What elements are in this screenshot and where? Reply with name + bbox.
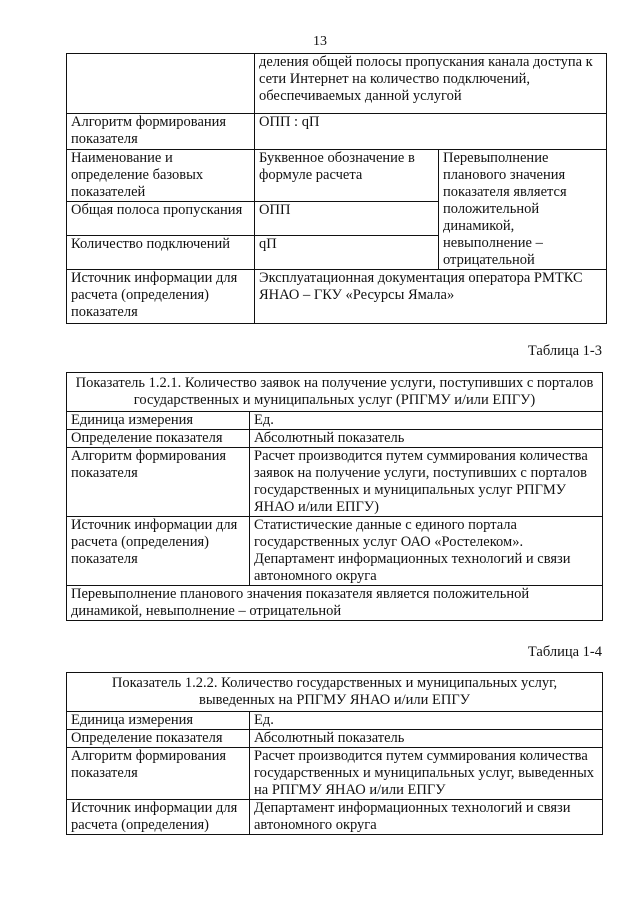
table-row (67, 517, 603, 586)
row-label: Общая полоса пропускания (67, 202, 255, 236)
row-value: Абсолютный показатель (250, 430, 603, 448)
row-label: Источник информации для расчета (определения) показателя (67, 270, 255, 324)
row-label: Источник информации для расчета (определения) (67, 800, 250, 835)
row-value: ОПП : qП (255, 114, 607, 150)
indicator-table-1-4 (66, 672, 603, 835)
indicator-footer: Перевыполнение планового значения показателя является положительной динамикой, невыполнение – отрицательной (67, 586, 603, 621)
empty-cell (67, 54, 255, 114)
row-value: Буквенное обозначение в формуле расчета (255, 150, 439, 202)
table-row (67, 54, 607, 114)
table-caption: Таблица 1-3 (527, 343, 602, 359)
row-value: Департамент информационных технологий и связи автономного округа (250, 800, 603, 835)
row-label: Наименование и определение базовых показателей (67, 150, 255, 202)
table-header-row (67, 373, 603, 412)
row-label: Источник информации для расчета (определения) показателя (67, 517, 250, 586)
table-row (67, 270, 607, 324)
side-note: Перевыполнение планового значения показателя является положительной динамикой, невыполнение – отрицательной (439, 150, 607, 270)
indicator-table-1-3 (66, 372, 603, 621)
row-label: Алгоритм формирования показателя (67, 114, 255, 150)
table-row (67, 150, 607, 202)
row-value: Ед. (250, 712, 603, 730)
page-number: 13 (313, 34, 327, 49)
row-value: Расчет производится путем суммирования количества государственных и муниципальных услуг, выведенных на РПГМУ ЯНАО и/или ЕПГУ (250, 748, 603, 800)
row-label: Алгоритм формирования показателя (67, 748, 250, 800)
row-label: Единица измерения (67, 412, 250, 430)
table-header-row (67, 673, 603, 712)
indicator-header: Показатель 1.2.1. Количество заявок на получение услуги, поступивших с порталов государственных и муниципальных услуг (РПГМУ и/или ЕПГУ) (67, 373, 603, 412)
indicator-table-continued (66, 53, 607, 324)
continuation-text: деления общей полосы пропускания канала доступа к сети Интернет на количество подключений, обеспечиваемых данной услугой (255, 54, 607, 114)
row-value: qП (255, 236, 439, 270)
table-row (67, 448, 603, 517)
table-row (67, 800, 603, 835)
table-row (67, 114, 607, 150)
row-label: Определение показателя (67, 430, 250, 448)
table-row (67, 712, 603, 730)
row-label: Единица измерения (67, 712, 250, 730)
row-label: Определение показателя (67, 730, 250, 748)
table-row (67, 412, 603, 430)
table-row (67, 748, 603, 800)
table-row (67, 430, 603, 448)
row-value: ОПП (255, 202, 439, 236)
row-value: Расчет производится путем суммирования количества заявок на получение услуги, поступивших с порталов государственных и муниципальных услуг РПГМУ ЯНАО и/или ЕПГУ) (250, 448, 603, 517)
row-label: Алгоритм формирования показателя (67, 448, 250, 517)
table-row (67, 730, 603, 748)
row-value: Абсолютный показатель (250, 730, 603, 748)
row-value: Ед. (250, 412, 603, 430)
table-footer-row (67, 586, 603, 621)
indicator-header: Показатель 1.2.2. Количество государственных и муниципальных услуг, выведенных на РПГМУ ЯНАО и/или ЕПГУ (67, 673, 603, 712)
table-caption: Таблица 1-4 (527, 644, 602, 660)
row-value: Статистические данные с единого портала государственных услуг ОАО «Ростелеком». Департамент информационных технологий и связи автономного округа (250, 517, 603, 586)
row-label: Количество подключений (67, 236, 255, 270)
row-value: Эксплуатационная документация оператора РМТКС ЯНАО – ГКУ «Ресурсы Ямала» (255, 270, 607, 324)
